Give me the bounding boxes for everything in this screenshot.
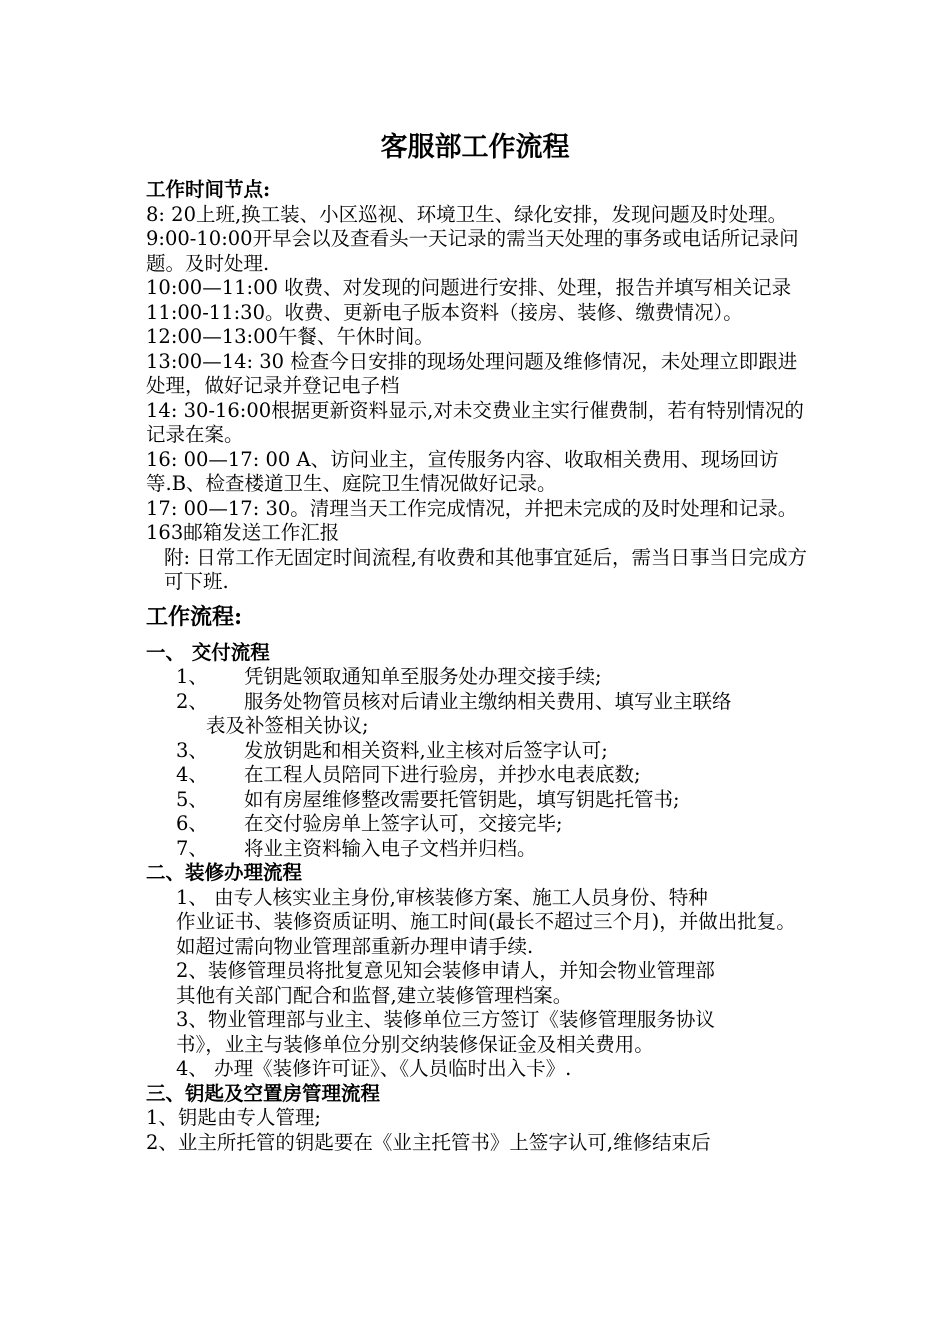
section-3-line: 2、业主所托管的钥匙要在《业主托管书》上签字认可,维修结束后 — [146, 1130, 711, 1154]
time-line: 10:00—11:00 收费、对发现的问题进行安排、处理，报告并填写相关记录 — [146, 276, 792, 299]
list-item-text: 凭钥匙领取通知单至服务处办理交接手续; — [244, 665, 602, 688]
section-1-heading: 一、 交付流程 — [146, 640, 270, 664]
process-heading: 工作流程: — [146, 603, 243, 630]
list-item-text: 将业主资料输入电子文档并归档。 — [244, 836, 537, 860]
section-3-heading: 三、钥匙及空置房管理流程 — [146, 1081, 381, 1105]
list-item — [146, 763, 814, 788]
section-2-para-first: 1、 由专人核实业主身份,审核装修方案、施工人员身份、特种 — [176, 885, 708, 909]
list-item-text: 在交付验房单上签字认可，交接完毕; — [244, 812, 563, 835]
list-item-continuation: 表及补签相关协议; — [206, 714, 369, 737]
time-line: 17: 00—17: 30。清理当天工作完成情况，并把未完成的及时处理和记录。163邮箱发送工作汇报 — [146, 496, 798, 544]
list-item-number: 4、 — [176, 763, 208, 786]
time-line: 14: 30-16:00根据更新资料显示,对未交费业主实行催费制，若有特别情况的记录在案。 — [146, 398, 804, 446]
list-item-number: 1、 — [176, 665, 208, 688]
section-2-para-first: 4、 办理《装修许可证》、《人员临时出入卡》. — [176, 1057, 572, 1080]
list-item-text: 服务处物管员核对后请业主缴纳相关费用、填写业主联络 — [244, 689, 732, 713]
section-2-para-first: 2、装修管理员将批复意见知会装修申请人，并知会物业管理部 — [176, 959, 715, 982]
time-line: 12:00—13:00午餐、午休时间。 — [146, 325, 434, 348]
section-2-para-rest: 书》，业主与装修单位分别交纳装修保证金及相关费用。 — [176, 1032, 654, 1056]
list-item-text: 在工程人员陪同下进行验房，并抄水电表底数; — [244, 763, 641, 786]
list-item-number: 6、 — [176, 812, 208, 835]
list-item-text: 发放钥匙和相关资料,业主核对后签字认可; — [244, 738, 608, 762]
document-title: 客服部工作流程 — [380, 132, 570, 163]
time-line: 13:00—14: 30 检查今日安排的现场处理问题及维修情况，未处理立即跟进处理，做好记录并登记电子档 — [146, 349, 798, 397]
section-2-para-first: 3、物业管理部与业主、装修单位三方签订《装修管理服务协议 — [176, 1008, 715, 1031]
list-item — [146, 665, 814, 690]
time-line: 9:00-10:00开早会以及查看头一天记录的需当天处理的事务或电话所记录问题。及时处理. — [146, 227, 799, 275]
list-item — [146, 739, 814, 764]
document-body — [146, 178, 814, 1155]
list-item-number: 7、 — [176, 836, 208, 860]
section-2-para-rest: 作业证书、装修资质证明、施工时间(最长不超过三个月)，并做出批复。如超过需向物业管理部重新办理申请手续. — [176, 910, 796, 958]
time-note: 附: 日常工作无固定时间流程,有收费和其他事宜延后，需当日事当日完成方可下班. — [164, 545, 807, 593]
list-item — [146, 812, 814, 837]
time-line: 8: 20上班,换工装、小区巡视、环境卫生、绿化安排，发现问题及时处理。 — [146, 202, 788, 226]
list-item — [146, 837, 814, 862]
time-section-heading: 工作时间节点: — [146, 178, 271, 201]
list-item — [146, 788, 814, 813]
time-line: 11:00-11:30。收费、更新电子版本资料（接房、装修、缴费情况）。 — [146, 300, 743, 324]
list-item-text: 如有房屋维修整改需要托管钥匙，填写钥匙托管书; — [244, 787, 680, 811]
list-item-number: 2、 — [176, 689, 208, 713]
section-3-line: 1、钥匙由专人管理; — [146, 1106, 321, 1129]
list-item-number: 5、 — [176, 787, 208, 811]
section-2-para-rest: 其他有关部门配合和监督,建立装修管理档案。 — [176, 983, 573, 1007]
list-item-number: 3、 — [176, 738, 208, 762]
section-2-heading: 二、装修办理流程 — [146, 861, 303, 884]
list-item — [146, 690, 814, 715]
time-line: 16: 00—17: 00 A、访问业主，宣传服务内容、收取相关费用、现场回访等.B、检查楼道卫生、庭院卫生情况做好记录。 — [146, 447, 779, 495]
